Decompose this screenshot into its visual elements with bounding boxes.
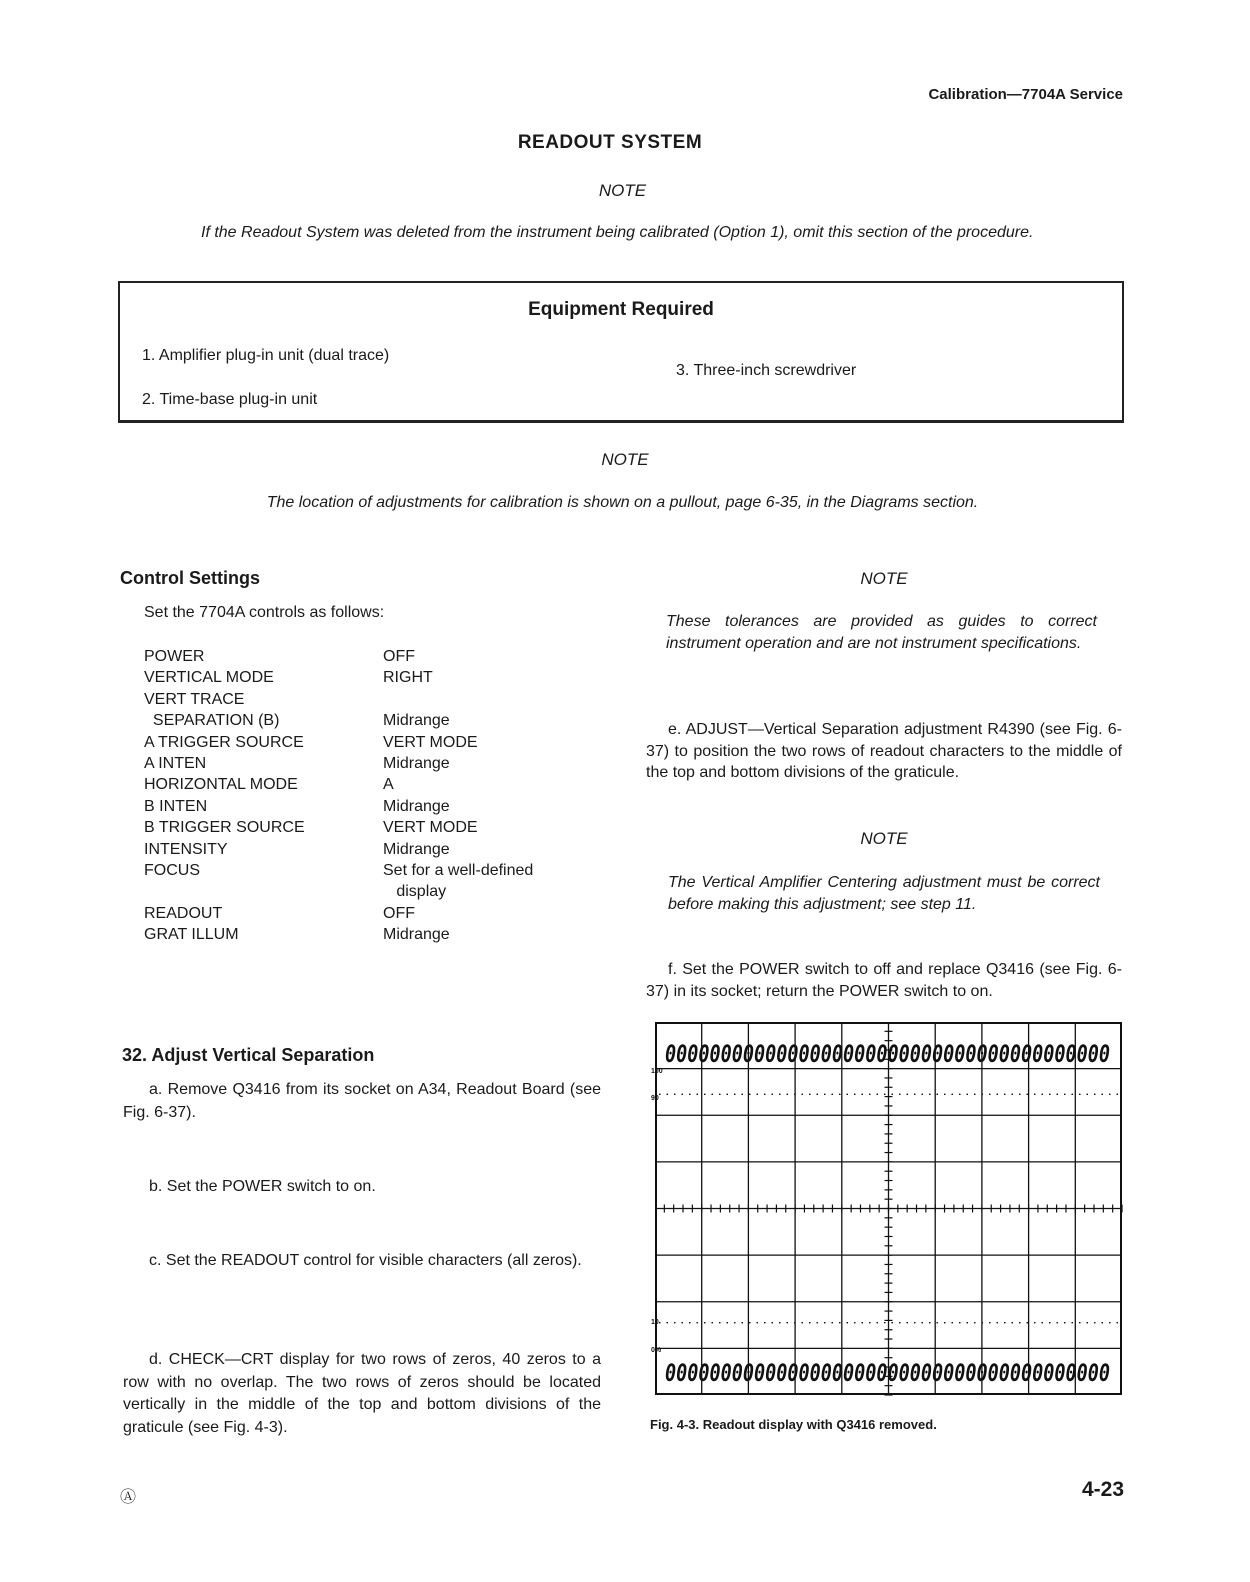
note-text: If the Readout System was deleted from the instrument being calibrated (Option 1), omit this section of the procedure. — [201, 224, 1034, 241]
section-title: READOUT SYSTEM — [517, 132, 703, 153]
setting-control: VERT TRACE — [144, 690, 245, 708]
note-label: NOTE — [860, 569, 908, 588]
setting-control: HORIZONTAL MODE — [144, 776, 298, 794]
setting-value: VERT MODE — [383, 733, 478, 751]
setting-value: Set for a well-defined — [383, 861, 534, 879]
setting-control: A INTEN — [144, 754, 207, 772]
step-d: d. CHECK—CRT display for two rows of zeros, 40 zeros to a row with no overlap. The two rows of zeros should be located vertically in the middle of the top and bottom divisions of the graticule (see Fig. 4-3). — [123, 1351, 601, 1436]
setting-control: A TRIGGER SOURCE — [144, 733, 304, 751]
setting-value: Midrange — [383, 840, 450, 858]
step-c: c. Set the READOUT control for visible characters (all zeros). — [149, 1252, 582, 1269]
setting-control: INTENSITY — [144, 840, 228, 858]
setting-control: B TRIGGER SOURCE — [144, 819, 305, 837]
setting-value: display — [383, 883, 447, 901]
setting-value: A — [383, 776, 394, 794]
equipment-item: 3. Three-inch screwdriver — [676, 362, 857, 379]
setting-value: OFF — [383, 904, 415, 922]
setting-value: VERT MODE — [383, 819, 478, 837]
setting-value: OFF — [383, 648, 415, 665]
equipment-box — [118, 281, 1124, 423]
setting-value: Midrange — [383, 754, 450, 772]
mark-10: 10 — [651, 1319, 659, 1326]
setting-control: POWER — [144, 648, 205, 665]
figure-caption: Fig. 4-3. Readout display with Q3416 removed. — [650, 1417, 937, 1432]
setting-value: Midrange — [383, 926, 450, 944]
edition-mark: Ⓐ — [120, 1489, 137, 1506]
setting-value: Midrange — [383, 797, 450, 815]
equipment-title: Equipment Required — [528, 299, 714, 320]
note-label: NOTE — [598, 181, 647, 200]
control-settings-intro: Set the 7704A controls as follows: — [144, 604, 385, 621]
setting-control: B INTEN — [144, 797, 208, 815]
setting-control: READOUT — [144, 904, 223, 922]
step-b: b. Set the POWER switch to on. — [149, 1178, 376, 1195]
note-text: The Vertical Amplifier Centering adjustment must be correct before making this adjustment; see step 11. — [668, 874, 1100, 913]
running-header: Calibration—7704A Service — [928, 86, 1123, 103]
mark-0: 0% — [651, 1347, 662, 1354]
mark-100: 100 — [651, 1068, 663, 1075]
note-text: The location of adjustments for calibration is shown on a pullout, page 6-35, in the Diagrams section. — [266, 494, 979, 511]
setting-value: RIGHT — [383, 669, 433, 687]
setting-control: SEPARATION (B) — [144, 712, 280, 730]
note-label: NOTE — [860, 829, 908, 848]
step-a: a. Remove Q3416 from its socket on A34, Readout Board (see Fig. 6-37). — [123, 1081, 601, 1121]
readout-top-row: 0000000000000000000000000000000000000000 — [665, 1040, 1110, 1068]
note-text: These tolerances are provided as guides to correct instrument operation and are not instrument specifications. — [666, 613, 1097, 652]
equipment-item: 2. Time-base plug-in unit — [142, 391, 318, 408]
note-label: NOTE — [601, 450, 649, 469]
step-heading: 32. Adjust Vertical Separation — [122, 1045, 375, 1065]
readout-bottom-row: 0000000000000000000000000000000000000000 — [665, 1359, 1110, 1387]
page-number: 4-23 — [1081, 1478, 1124, 1501]
setting-control: VERTICAL MODE — [144, 669, 274, 687]
setting-control: GRAT ILLUM — [144, 926, 239, 944]
equipment-item: 1. Amplifier plug-in unit (dual trace) — [142, 347, 390, 364]
setting-value: Midrange — [383, 712, 450, 730]
control-settings-heading: Control Settings — [120, 568, 260, 588]
setting-control: FOCUS — [144, 861, 200, 879]
mark-90: 90 — [651, 1095, 659, 1102]
step-e: e. ADJUST—Vertical Separation adjustment R4390 (see Fig. 6-37) to position the two rows of readout characters to the middle of the top and bottom divisions of the graticule. — [646, 721, 1122, 781]
graticule-figure — [651, 1022, 1122, 1395]
step-f: f. Set the POWER switch to off and replace Q3416 (see Fig. 6-37) in its socket; return the POWER switch to on. — [646, 961, 1122, 1000]
